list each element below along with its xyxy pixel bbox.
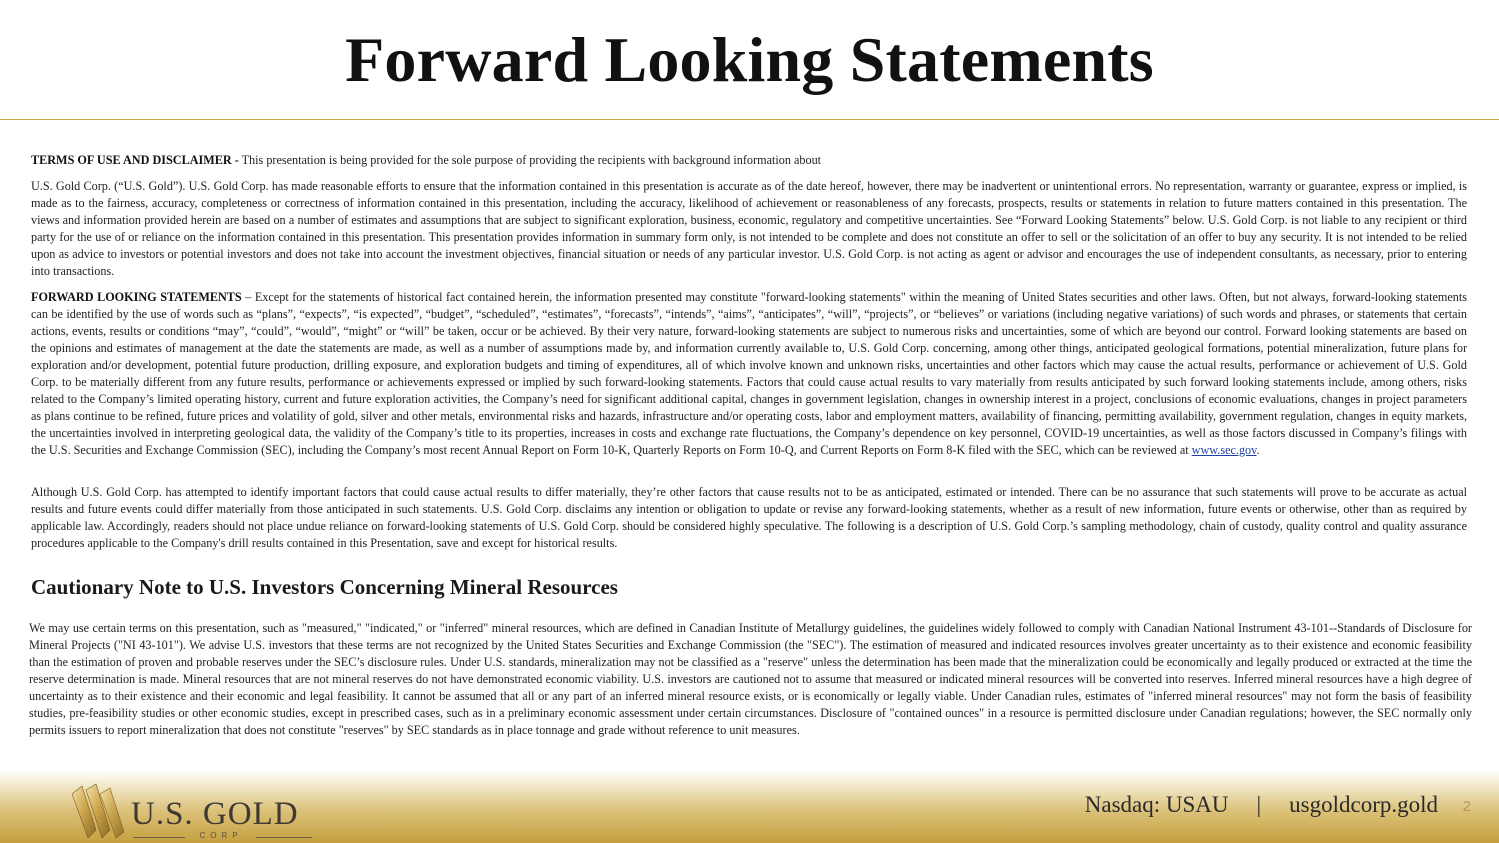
company-logo bbox=[66, 780, 326, 842]
cautionary-note-heading: Cautionary Note to U.S. Investors Concerning Mineral Resources bbox=[31, 575, 618, 599]
logo-line-right bbox=[256, 837, 312, 838]
terms-disclaimer-body: U.S. Gold Corp. (“U.S. Gold”). U.S. Gold Corp. has made reasonable efforts to ensure that the information contained in this presentation is accurate as of the date hereof, however, there may be inadvertent or unintentional errors. No representation, warranty or guarantee, express or implied, is made as to the fairness, accuracy, completeness or correctness of information contained in this presentation, including the accuracy, likelihood of achievement or reasonableness of any forecasts, prospects, results or statements in relation to future matters contained in this presentation. The views and information provided herein are based on a number of estimates and assumptions that are subject to significant exploration, business, economic, regulatory and competitive uncertainties. See “Forward Looking Statements” below. U.S. Gold Corp. is not liable to any recipient or third party for the use of or reliance on the information contained in this presentation. This presentation provides information in summary form only, is not intended to be complete and does not constitute an offer to sell or the solicitation of an offer to buy any security. It is not intended to be relied upon as advice to investors or potential investors and does not take into account the investment objectives, financial situation or needs of any particular investor. U.S. Gold Corp. is not acting as agent or advisor and encourages the use of independent consultants, as necessary, prior to entering into transactions. bbox=[31, 179, 1467, 278]
ticker-label: Nasdaq: USAU bbox=[1084, 792, 1229, 817]
gold-bars-logo-icon bbox=[66, 780, 128, 842]
terms-intro-text: This presentation is being provided for the sole purpose of providing the recipients with background information about bbox=[238, 153, 822, 167]
footer-bar bbox=[0, 770, 1499, 843]
terms-lead: TERMS OF USE AND DISCLAIMER - bbox=[31, 153, 239, 167]
cautionary-note-body: We may use certain terms on this presentation, such as "measured," "indicated," or "inferred" mineral resources, which are defined in Canadian Institute of Metallurgy guidelines, the guidelines widely followed to comply with Canadian National Instrument 43-101--Standards of Disclosure for Mineral Projects ("NI 43-101"). We advise U.S. investors that these terms are not recognized by the United States Securities and Exchange Commission (the "SEC"). The estimation of measured and indicated resources involves greater uncertainty as to their existence and economic feasibility than the estimation of proven and probable reserves under the SEC’s disclosure rules. Under U.S. standards, mineralization may not be classified as a "reserve" unless the determination has been made that the mineralization could be economically and legally produced or extracted at the time the reserve determination is made. Mineral resources that are not mineral reserves do not have demonstrated economic viability. U.S. investors are cautioned not to assume that measured or indicated mineral resources will be converted into reserves. Inferred mineral resources have a high degree of uncertainty as to their existence and their economic and legal feasibility. It cannot be assumed that all or any part of an inferred mineral resource exists, or is economically or legally viable. Under Canadian rules, estimates of "inferred mineral resources" may not form the basis of feasibility studies, pre-feasibility studies or other economic studies, except in prescribed cases, such as in a preliminary economic assessment under certain circumstances. Disclosure of "contained ounces" in a resource is permitted disclosure under Canadian regulations; however, the SEC normally only permits issuers to report mineralization that does not constitute "reserves" by SEC standards as in place tonnage and grade without reference to unit measures. bbox=[29, 621, 1472, 737]
logo-wordmark: U.S. GOLD bbox=[131, 796, 299, 832]
footer-contact bbox=[1085, 790, 1438, 820]
forward-looking-statements-paragraph bbox=[31, 289, 1467, 459]
although-paragraph: Although U.S. Gold Corp. has attempted to identify important factors that could cause actual results to differ materially, they’re other factors that cause results not to be as anticipated, estimated or intended. There can be no assurance that such statements will prove to be accurate as actual results and future events could differ materially from those anticipated in such statements. U.S. Gold Corp. disclaims any intention or obligation to update or revise any forward-looking statements, whether as a result of new information, future events or otherwise, other than as required by applicable law. Accordingly, readers should not place undue reliance on forward-looking statements of U.S. Gold Corp. should be considered highly speculative. The following is a description of U.S. Gold Corp.’s sampling methodology, chain of custody, quality control and quality assurance procedures applicable to the Company's drill results contained in this Presentation, save and except for historical results. bbox=[31, 485, 1467, 550]
slide-title: Forward Looking Statements bbox=[345, 24, 1154, 95]
title-divider bbox=[0, 119, 1499, 120]
page-number: 2 bbox=[1462, 798, 1471, 815]
sec-gov-link[interactable]: www.sec.gov bbox=[1191, 443, 1257, 457]
fls-text: – Except for the statements of historical fact contained herein, the information presented may constitute "forward-looking statements" within the meaning of United States securities and other laws. Often, but not always, forward-looking statements can be identified by the use of words such as “plans”, “expects”, “is expected”, “budget”, “scheduled”, “estimates”, “forecasts”, “intends”, “aims”, “anticipates”, “will”, “projects”, or “believes” or variations (including negative variations) of such words and phrases, or statements that certain actions, events, results or conditions “may”, “could”, “would”, “might” or “will” be taken, occur or be achieved. By their very nature, forward-looking statements are subject to numerous risks and uncertainties, some of which are beyond our control. Forward looking statements are based on the opinions and estimates of management at the date the statements are made, as well as a number of assumptions made by, and information currently available to, U.S. Gold Corp. concerning, among other things, anticipated geological formations, potential mineralization, future plans for exploration and/or development, potential future production, drilling exposure, and exploration budgets and timing of expenditures, all of which involve known and unknown risks, uncertainties and other factors which may cause the actual results, performance or achievement of U.S. Gold Corp. to be materially different from any future results, performance or achievements expressed or implied by such forward-looking statements. Factors that could cause actual results to vary materially from results anticipated by such forward looking statements include, among others, risks related to the Company’s limited operating history, current and future exploration activities, the Company’s need for significant additional capital, changes in government legislation, changes in ownership interest in a project, conclusions of economic evaluations, changes in project parameters as plans continue to be refined, future prices and volatility of gold, silver and other metals, environmental risks and hazards, infrastructure and/or operating costs, labor and employment matters, availability of financing, permitting availability, government regulation, changes in equity markets, the uncertainties involved in interpreting geological data, the validity of the Company’s title to its properties, increases in costs and exchange rate fluctuations, the Company’s dependence on key personnel, COVID-19 uncertainties, as well as those factors discussed in Company’s filings with the U.S. Securities and Exchange Commission (SEC), including the Company’s most recent Annual Report on Form 10-K, Quarterly Reports on Form 10-Q, and Current Reports on Form 8-K filed with the SEC, which can be reviewed at bbox=[31, 290, 1467, 457]
website-label: usgoldcorp.gold bbox=[1289, 792, 1438, 817]
fls-lead: FORWARD LOOKING STATEMENTS bbox=[31, 290, 242, 304]
footer-separator: | bbox=[1256, 792, 1262, 817]
fls-end: . bbox=[1256, 443, 1260, 457]
terms-disclaimer-intro bbox=[31, 152, 1467, 169]
logo-subtext: CORP bbox=[199, 831, 243, 840]
